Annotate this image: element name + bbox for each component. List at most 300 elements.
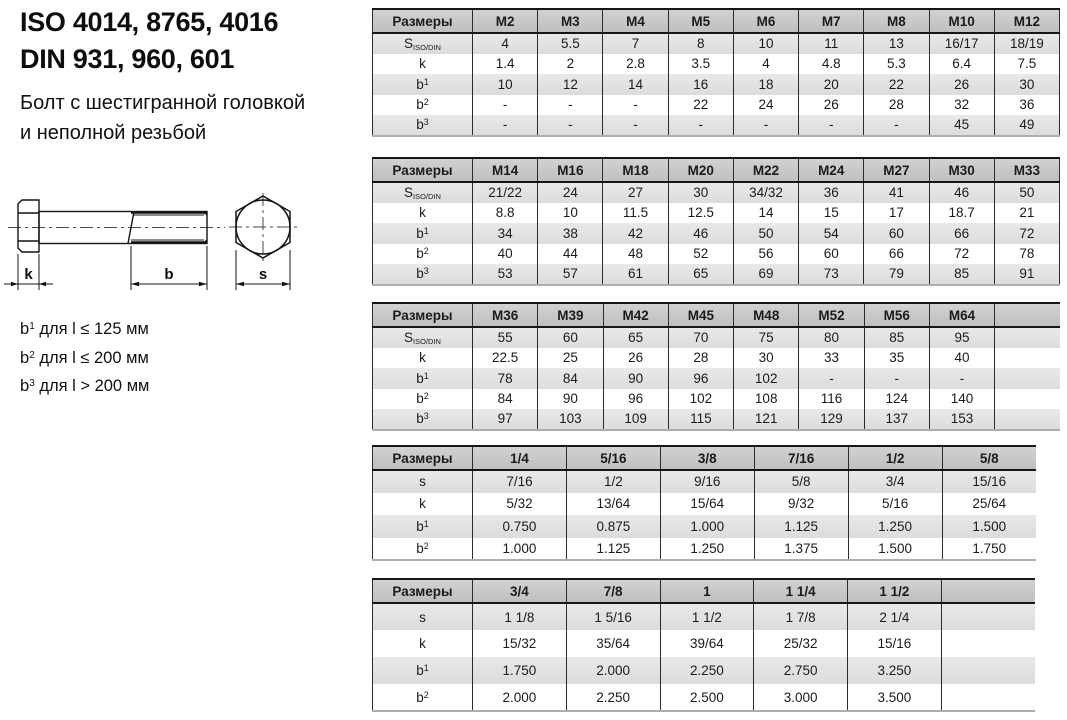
table-header-row bbox=[373, 579, 1036, 603]
table-row bbox=[373, 368, 1061, 389]
table-cell: 69 bbox=[733, 264, 798, 285]
table-cell: 46 bbox=[929, 182, 994, 203]
table-cell: 1 5/16 bbox=[566, 603, 660, 630]
table-cell: 108 bbox=[734, 389, 799, 410]
table-row bbox=[373, 244, 1060, 265]
table-cell: 66 bbox=[864, 244, 929, 265]
column-header: M7 bbox=[799, 9, 864, 33]
row-label: $S_{ISO/DIN}$ bbox=[373, 327, 473, 348]
column-header: 1 bbox=[660, 579, 754, 603]
centerlines bbox=[8, 193, 297, 261]
table-cell: 5.5 bbox=[538, 33, 603, 54]
table-row bbox=[373, 409, 1061, 430]
column-header: M12 bbox=[994, 9, 1059, 33]
row-label: $b^2$ bbox=[416, 97, 429, 113]
table-cell: 26 bbox=[799, 95, 864, 116]
page-title bbox=[20, 4, 278, 78]
table-cell: 41 bbox=[864, 182, 929, 203]
table-cell: 36 bbox=[994, 95, 1059, 116]
table-cell: - bbox=[473, 95, 538, 116]
column-header: M10 bbox=[929, 9, 994, 33]
table-inch-large bbox=[372, 578, 1035, 712]
column-header: 5/16 bbox=[566, 446, 660, 470]
table-cell: 49 bbox=[994, 115, 1059, 136]
title-din-standards: DIN 931, 960, 601 bbox=[20, 44, 235, 74]
table-cell: 1.500 bbox=[848, 538, 942, 561]
column-header: 5/8 bbox=[942, 446, 1036, 470]
row-label: $S_{ISO/DIN}$ bbox=[373, 33, 473, 54]
hex-head-side bbox=[18, 200, 39, 252]
row-label: s bbox=[373, 470, 473, 493]
table-cell: 1.500 bbox=[942, 515, 1036, 538]
table-cell: 1.125 bbox=[754, 515, 848, 538]
column-header: M56 bbox=[864, 303, 929, 327]
row-label: k bbox=[419, 350, 426, 366]
table-row bbox=[373, 95, 1060, 116]
table-cell: 18.7 bbox=[929, 203, 994, 224]
table-inch-small bbox=[372, 445, 1036, 561]
row-label: $b^2$ bbox=[416, 540, 429, 556]
table-cell: 65 bbox=[668, 264, 733, 285]
column-header: M20 bbox=[668, 158, 733, 182]
table-cell: 72 bbox=[929, 244, 994, 265]
table-cell: 1.375 bbox=[754, 538, 848, 561]
table-cell: 15 bbox=[799, 203, 864, 224]
table-cell bbox=[941, 657, 1035, 684]
column-header: 1 1/4 bbox=[754, 579, 848, 603]
row-label: $b^2$ bbox=[416, 689, 429, 705]
table-cell: 5/16 bbox=[848, 493, 942, 516]
table-cell: 1.125 bbox=[566, 538, 660, 561]
table-cell: 22.5 bbox=[473, 348, 538, 369]
row-label: k bbox=[419, 205, 426, 221]
table-cell: 1.750 bbox=[942, 538, 1036, 561]
table-cell: 137 bbox=[864, 409, 929, 430]
table-cell: 15/16 bbox=[848, 630, 942, 657]
table-cell: 10 bbox=[538, 203, 603, 224]
row-label-header: Размеры bbox=[373, 303, 473, 327]
table-cell: 6.4 bbox=[929, 54, 994, 75]
row-label-header: Размеры bbox=[373, 158, 473, 182]
column-header: 7/16 bbox=[754, 446, 848, 470]
dim-label-s: s bbox=[258, 266, 268, 283]
table-row bbox=[373, 264, 1060, 285]
table-cell: 7.5 bbox=[994, 54, 1059, 75]
table-row bbox=[373, 54, 1060, 75]
column-header: 1/2 bbox=[848, 446, 942, 470]
table-cell: 96 bbox=[668, 368, 733, 389]
table-cell: 2 bbox=[538, 54, 603, 75]
row-label: $b^3$ bbox=[373, 409, 473, 430]
row-label: k bbox=[419, 56, 426, 72]
table-cell: 13/64 bbox=[566, 493, 660, 516]
note-text: для l > 200 мм bbox=[34, 377, 150, 395]
table-cell: 14 bbox=[733, 203, 798, 224]
table-cell: 84 bbox=[538, 368, 603, 389]
row-label: $S_{ISO/DIN}$ bbox=[373, 182, 473, 203]
table-cell: 72 bbox=[994, 223, 1059, 244]
table-cell: 75 bbox=[734, 327, 799, 348]
table-cell: 35/64 bbox=[566, 630, 660, 657]
table-cell: 8.8 bbox=[473, 203, 538, 224]
column-header: 3/4 bbox=[473, 579, 567, 603]
table-cell: 45 bbox=[929, 115, 994, 136]
table-cell: 25/32 bbox=[754, 630, 848, 657]
table-cell: 14 bbox=[603, 74, 668, 95]
row-label: $b^3$ bbox=[373, 264, 473, 285]
table-cell: 78 bbox=[473, 368, 538, 389]
table-row bbox=[373, 603, 1036, 630]
table-cell: 60 bbox=[538, 327, 603, 348]
row-label: k bbox=[419, 496, 426, 512]
column-header: M18 bbox=[603, 158, 668, 182]
table-cell: 27 bbox=[603, 182, 668, 203]
table-cell: 34/32 bbox=[733, 182, 798, 203]
note-text: для l ≤ 200 мм bbox=[34, 348, 149, 367]
table-cell: 2.8 bbox=[603, 54, 668, 75]
table-cell bbox=[995, 327, 1060, 348]
table-cell bbox=[995, 368, 1060, 389]
table-cell: 115 bbox=[668, 409, 733, 430]
column-header: M22 bbox=[733, 158, 798, 182]
table-cell: 26 bbox=[929, 74, 994, 95]
table-cell: 18 bbox=[733, 74, 798, 95]
table-cell: 3.5 bbox=[668, 54, 733, 75]
table-cell: 10 bbox=[733, 33, 798, 54]
table-cell: 15/16 bbox=[942, 470, 1036, 493]
table-cell: 35 bbox=[864, 348, 929, 369]
column-header: M4 bbox=[603, 9, 668, 33]
table-header-row bbox=[373, 9, 1060, 33]
table-cell: 46 bbox=[668, 223, 733, 244]
note-b2 bbox=[20, 343, 149, 372]
table-cell: 140 bbox=[929, 389, 994, 410]
table-cell: 1/2 bbox=[566, 470, 660, 493]
table-cell: 103 bbox=[538, 409, 603, 430]
column-header: M52 bbox=[799, 303, 864, 327]
column-header: M45 bbox=[668, 303, 733, 327]
table-row bbox=[373, 470, 1037, 493]
table-cell bbox=[941, 630, 1035, 657]
table-cell: 1.000 bbox=[660, 515, 754, 538]
table-cell: 2.500 bbox=[660, 684, 754, 711]
table-cell: - bbox=[864, 115, 929, 136]
table-cell: 25/64 bbox=[942, 493, 1036, 516]
table-cell: 91 bbox=[994, 264, 1059, 285]
row-label-header: Размеры bbox=[373, 579, 473, 603]
table-cell: 50 bbox=[733, 223, 798, 244]
table-cell: 102 bbox=[668, 389, 733, 410]
table-cell: 15/32 bbox=[473, 630, 567, 657]
table-header-row bbox=[373, 446, 1037, 470]
table-cell: 40 bbox=[929, 348, 994, 369]
table-row bbox=[373, 493, 1037, 516]
table-cell: 109 bbox=[603, 409, 668, 430]
row-label: $b^1$ bbox=[373, 515, 473, 538]
row-label: $b^1$ bbox=[373, 223, 473, 244]
note-superscript: 1 bbox=[29, 321, 35, 332]
table-cell bbox=[941, 603, 1035, 630]
table-cell: - bbox=[603, 115, 668, 136]
note-b3 bbox=[20, 371, 149, 400]
table-cell: 102 bbox=[734, 368, 799, 389]
table-cell: 24 bbox=[733, 95, 798, 116]
column-header bbox=[941, 579, 1035, 603]
table-cell: 38 bbox=[538, 223, 603, 244]
row-label: $b^3$ bbox=[373, 115, 473, 136]
note-b1 bbox=[20, 314, 149, 343]
table-cell: 9/32 bbox=[754, 493, 848, 516]
table-row bbox=[373, 223, 1060, 244]
table-cell: 66 bbox=[929, 223, 994, 244]
table-cell: - bbox=[668, 115, 733, 136]
table-cell: 55 bbox=[473, 327, 538, 348]
table-row bbox=[373, 327, 1061, 348]
row-label: $b^2$ bbox=[416, 391, 429, 407]
table-cell: 17 bbox=[864, 203, 929, 224]
table-cell: 1 1/2 bbox=[660, 603, 754, 630]
dimension-lines bbox=[4, 246, 290, 290]
table-cell: 57 bbox=[538, 264, 603, 285]
bolt-side-view bbox=[18, 200, 207, 252]
note-superscript: 2 bbox=[29, 349, 35, 361]
table-cell bbox=[995, 348, 1060, 369]
table-cell: 8 bbox=[668, 33, 733, 54]
dim-label-k: k bbox=[24, 266, 33, 283]
table-cell: - bbox=[864, 368, 929, 389]
table-cell: - bbox=[799, 115, 864, 136]
table-row bbox=[373, 348, 1061, 369]
column-header: 1 1/2 bbox=[848, 579, 942, 603]
table-cell: 2.750 bbox=[754, 657, 848, 684]
table-cell: 22 bbox=[668, 95, 733, 116]
dim-label-b: b bbox=[164, 266, 174, 283]
table-cell: 153 bbox=[929, 409, 994, 430]
table-cell: 12 bbox=[538, 74, 603, 95]
table-row bbox=[373, 389, 1061, 410]
column-header: M16 bbox=[538, 158, 603, 182]
table-cell: 28 bbox=[668, 348, 733, 369]
table-row bbox=[373, 515, 1037, 538]
table-cell: 60 bbox=[864, 223, 929, 244]
table-cell: 22 bbox=[864, 74, 929, 95]
table-cell: 16 bbox=[668, 74, 733, 95]
table-cell: 4 bbox=[733, 54, 798, 75]
table-cell: 50 bbox=[994, 182, 1059, 203]
table-cell: - bbox=[733, 115, 798, 136]
column-header: M48 bbox=[734, 303, 799, 327]
table-cell: 96 bbox=[603, 389, 668, 410]
table-cell: 39/64 bbox=[660, 630, 754, 657]
table-cell: 40 bbox=[473, 244, 538, 265]
table-cell: 124 bbox=[864, 389, 929, 410]
table-cell: 2 1/4 bbox=[848, 603, 942, 630]
table-cell: 53 bbox=[473, 264, 538, 285]
table-cell: 56 bbox=[733, 244, 798, 265]
table-row bbox=[373, 182, 1060, 203]
table-cell bbox=[995, 409, 1060, 430]
table-cell: 116 bbox=[799, 389, 864, 410]
table-cell: - bbox=[603, 95, 668, 116]
table-cell: 73 bbox=[799, 264, 864, 285]
table-header-row bbox=[373, 303, 1061, 327]
table-cell: 60 bbox=[799, 244, 864, 265]
table-row bbox=[373, 684, 1036, 711]
table-cell: 3.500 bbox=[848, 684, 942, 711]
row-label-header: Размеры bbox=[373, 9, 473, 33]
table-cell: 1.4 bbox=[473, 54, 538, 75]
table-cell: 5.3 bbox=[864, 54, 929, 75]
row-label: $b^1$ bbox=[373, 657, 473, 684]
table-cell: 0.750 bbox=[473, 515, 567, 538]
table-row bbox=[373, 115, 1060, 136]
table-cell: - bbox=[929, 368, 994, 389]
table-cell: 61 bbox=[603, 264, 668, 285]
table-cell: 121 bbox=[734, 409, 799, 430]
column-header: M24 bbox=[799, 158, 864, 182]
table-cell: 3.000 bbox=[754, 684, 848, 711]
table-cell: 30 bbox=[668, 182, 733, 203]
table-cell: 20 bbox=[799, 74, 864, 95]
column-header: M6 bbox=[733, 9, 798, 33]
table-cell: 5/8 bbox=[754, 470, 848, 493]
column-header: M5 bbox=[668, 9, 733, 33]
note-symbol: b bbox=[20, 377, 30, 395]
table-cell: 21/22 bbox=[473, 182, 538, 203]
row-label-header: Размеры bbox=[373, 446, 473, 470]
table-cell: 4.8 bbox=[799, 54, 864, 75]
table-cell: 5/32 bbox=[473, 493, 567, 516]
table-cell: 97 bbox=[473, 409, 538, 430]
table-cell: 30 bbox=[994, 74, 1059, 95]
table-cell: 15/64 bbox=[660, 493, 754, 516]
table-cell: 2.000 bbox=[566, 657, 660, 684]
table-row bbox=[373, 203, 1060, 224]
table-cell: 42 bbox=[603, 223, 668, 244]
column-header: M64 bbox=[929, 303, 994, 327]
table-cell: 10 bbox=[473, 74, 538, 95]
table-cell: 70 bbox=[668, 327, 733, 348]
table-cell: 32 bbox=[929, 95, 994, 116]
table-cell: 48 bbox=[603, 244, 668, 265]
table-cell: - bbox=[538, 95, 603, 116]
row-label: $b^1$ bbox=[373, 368, 473, 389]
table-cell: 1.000 bbox=[473, 538, 567, 561]
table-cell: 1.750 bbox=[473, 657, 567, 684]
table-cell: 33 bbox=[799, 348, 864, 369]
table-cell: 90 bbox=[603, 368, 668, 389]
table-cell: 28 bbox=[864, 95, 929, 116]
column-header: M30 bbox=[929, 158, 994, 182]
table-cell: 13 bbox=[864, 33, 929, 54]
table-cell: 85 bbox=[929, 264, 994, 285]
table-cell: 52 bbox=[668, 244, 733, 265]
table-cell: - bbox=[473, 115, 538, 136]
table-cell: 54 bbox=[799, 223, 864, 244]
row-label: s bbox=[373, 603, 473, 630]
column-header: 7/8 bbox=[566, 579, 660, 603]
column-header: M14 bbox=[473, 158, 538, 182]
column-header bbox=[995, 303, 1060, 327]
page-subtitle bbox=[20, 88, 305, 148]
table-cell: 0.875 bbox=[566, 515, 660, 538]
table-cell: 1.250 bbox=[660, 538, 754, 561]
table-cell: 18/19 bbox=[994, 33, 1059, 54]
note-superscript: 3 bbox=[29, 378, 35, 389]
table-cell: 3/4 bbox=[848, 470, 942, 493]
subtitle-line-2: и неполной резьбой bbox=[20, 122, 207, 144]
subtitle-line-1: Болт с шестигранной головкой bbox=[20, 92, 306, 114]
note-text: для l ≤ 125 мм bbox=[34, 320, 149, 338]
table-cell: 65 bbox=[603, 327, 668, 348]
table-cell: 9/16 bbox=[660, 470, 754, 493]
table-row bbox=[373, 74, 1060, 95]
column-header: M3 bbox=[538, 9, 603, 33]
table-cell: 80 bbox=[799, 327, 864, 348]
table-cell: - bbox=[538, 115, 603, 136]
table-cell: - bbox=[799, 368, 864, 389]
table-cell: 36 bbox=[799, 182, 864, 203]
table-cell: 16/17 bbox=[929, 33, 994, 54]
table-cell: 25 bbox=[538, 348, 603, 369]
column-header: 1/4 bbox=[473, 446, 567, 470]
table-cell: 2.250 bbox=[566, 684, 660, 711]
row-label: $b^1$ bbox=[373, 74, 473, 95]
column-header: M27 bbox=[864, 158, 929, 182]
column-header: M39 bbox=[538, 303, 603, 327]
table-cell bbox=[941, 684, 1035, 711]
table-cell: 85 bbox=[864, 327, 929, 348]
table-cell: 95 bbox=[929, 327, 994, 348]
table-row bbox=[373, 630, 1036, 657]
table-row bbox=[373, 538, 1037, 561]
table-cell: 34 bbox=[473, 223, 538, 244]
table-cell: 11.5 bbox=[603, 203, 668, 224]
table-cell: 84 bbox=[473, 389, 538, 410]
table-cell: 90 bbox=[538, 389, 603, 410]
table-cell: 2.250 bbox=[660, 657, 754, 684]
table-metric-m36-m64 bbox=[372, 302, 1060, 431]
thread-length-notes bbox=[20, 314, 149, 400]
table-cell: 79 bbox=[864, 264, 929, 285]
table-cell bbox=[995, 389, 1060, 410]
column-header: M33 bbox=[994, 158, 1059, 182]
row-label: $b^2$ bbox=[416, 246, 429, 262]
table-cell: 4 bbox=[473, 33, 538, 54]
table-cell: 12.5 bbox=[668, 203, 733, 224]
table-cell: 2.000 bbox=[473, 684, 567, 711]
column-header: M42 bbox=[603, 303, 668, 327]
column-header: M36 bbox=[473, 303, 538, 327]
table-cell: 1 7/8 bbox=[754, 603, 848, 630]
table-cell: 1 1/8 bbox=[473, 603, 567, 630]
table-cell: 3.250 bbox=[848, 657, 942, 684]
table-cell: 26 bbox=[603, 348, 668, 369]
table-cell: 129 bbox=[799, 409, 864, 430]
table-metric-m14-m33 bbox=[372, 157, 1060, 286]
table-cell: 44 bbox=[538, 244, 603, 265]
title-iso-standards: ISO 4014, 8765, 4016 bbox=[20, 7, 279, 37]
table-cell: 21 bbox=[994, 203, 1059, 224]
table-cell: 30 bbox=[734, 348, 799, 369]
column-header: M2 bbox=[473, 9, 538, 33]
note-symbol: b bbox=[20, 320, 30, 338]
table-row bbox=[373, 657, 1036, 684]
table-cell: 7 bbox=[603, 33, 668, 54]
table-cell: 1.250 bbox=[848, 515, 942, 538]
column-header: 3/8 bbox=[660, 446, 754, 470]
table-cell: 11 bbox=[799, 33, 864, 54]
